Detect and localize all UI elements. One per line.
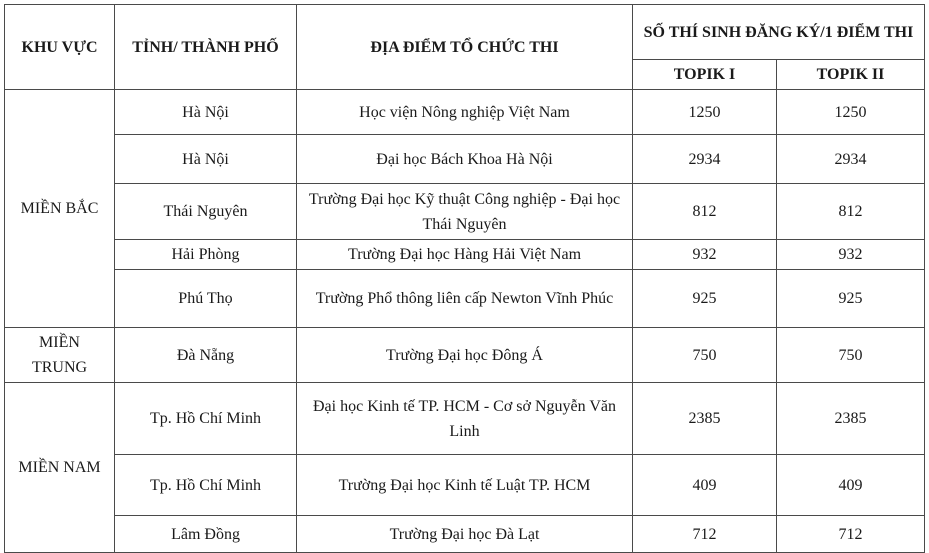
table-row bbox=[5, 135, 925, 184]
topik2-cell: 2934 bbox=[777, 135, 925, 184]
topik2-cell: 712 bbox=[777, 516, 925, 553]
header-registrations: SỐ THÍ SINH ĐĂNG KÝ/1 ĐIỂM THI bbox=[633, 5, 925, 60]
province-cell: Hà Nội bbox=[115, 135, 297, 184]
table-row bbox=[5, 184, 925, 240]
topik2-cell: 409 bbox=[777, 455, 925, 516]
province-cell: Tp. Hồ Chí Minh bbox=[115, 455, 297, 516]
province-cell: Đà Nẵng bbox=[115, 328, 297, 383]
province-cell: Hà Nội bbox=[115, 90, 297, 135]
province-cell: Hải Phòng bbox=[115, 240, 297, 270]
table-row bbox=[5, 240, 925, 270]
topik1-cell: 812 bbox=[633, 184, 777, 240]
topik2-cell: 925 bbox=[777, 270, 925, 328]
region-cell: MIỀN NAM bbox=[5, 383, 115, 553]
topik2-cell: 2385 bbox=[777, 383, 925, 455]
region-cell: MIỀN TRUNG bbox=[5, 328, 115, 383]
topik1-cell: 712 bbox=[633, 516, 777, 553]
venue-cell: Đại học Kinh tế TP. HCM - Cơ sở Nguyễn Văn Linh bbox=[297, 383, 633, 455]
exam-venues-table bbox=[4, 4, 925, 553]
topik1-cell: 1250 bbox=[633, 90, 777, 135]
header-region: KHU VỰC bbox=[5, 5, 115, 90]
table-row bbox=[5, 270, 925, 328]
topik1-cell: 2934 bbox=[633, 135, 777, 184]
province-cell: Tp. Hồ Chí Minh bbox=[115, 383, 297, 455]
venue-cell: Trường Đại học Hàng Hải Việt Nam bbox=[297, 240, 633, 270]
venue-cell: Trường Đại học Kỹ thuật Công nghiệp - Đại học Thái Nguyên bbox=[297, 184, 633, 240]
topik2-cell: 932 bbox=[777, 240, 925, 270]
header-province: TỈNH/ THÀNH PHỐ bbox=[115, 5, 297, 90]
topik1-cell: 2385 bbox=[633, 383, 777, 455]
table-row bbox=[5, 516, 925, 553]
topik1-cell: 409 bbox=[633, 455, 777, 516]
topik1-cell: 925 bbox=[633, 270, 777, 328]
province-cell: Phú Thọ bbox=[115, 270, 297, 328]
topik1-cell: 750 bbox=[633, 328, 777, 383]
topik2-cell: 1250 bbox=[777, 90, 925, 135]
venue-cell: Trường Phổ thông liên cấp Newton Vĩnh Phúc bbox=[297, 270, 633, 328]
province-cell: Thái Nguyên bbox=[115, 184, 297, 240]
province-cell: Lâm Đồng bbox=[115, 516, 297, 553]
header-topik1: TOPIK I bbox=[633, 60, 777, 90]
topik1-cell: 932 bbox=[633, 240, 777, 270]
venue-cell: Trường Đại học Đà Lạt bbox=[297, 516, 633, 553]
table-row bbox=[5, 455, 925, 516]
table-row bbox=[5, 383, 925, 455]
table-row bbox=[5, 328, 925, 383]
header-venue: ĐỊA ĐIỂM TỔ CHỨC THI bbox=[297, 5, 633, 90]
region-cell: MIỀN BẮC bbox=[5, 90, 115, 328]
venue-cell: Trường Đại học Đông Á bbox=[297, 328, 633, 383]
venue-cell: Học viện Nông nghiệp Việt Nam bbox=[297, 90, 633, 135]
topik2-cell: 750 bbox=[777, 328, 925, 383]
venue-cell: Trường Đại học Kinh tế Luật TP. HCM bbox=[297, 455, 633, 516]
table-row bbox=[5, 90, 925, 135]
header-topik2: TOPIK II bbox=[777, 60, 925, 90]
topik2-cell: 812 bbox=[777, 184, 925, 240]
venue-cell: Đại học Bách Khoa Hà Nội bbox=[297, 135, 633, 184]
